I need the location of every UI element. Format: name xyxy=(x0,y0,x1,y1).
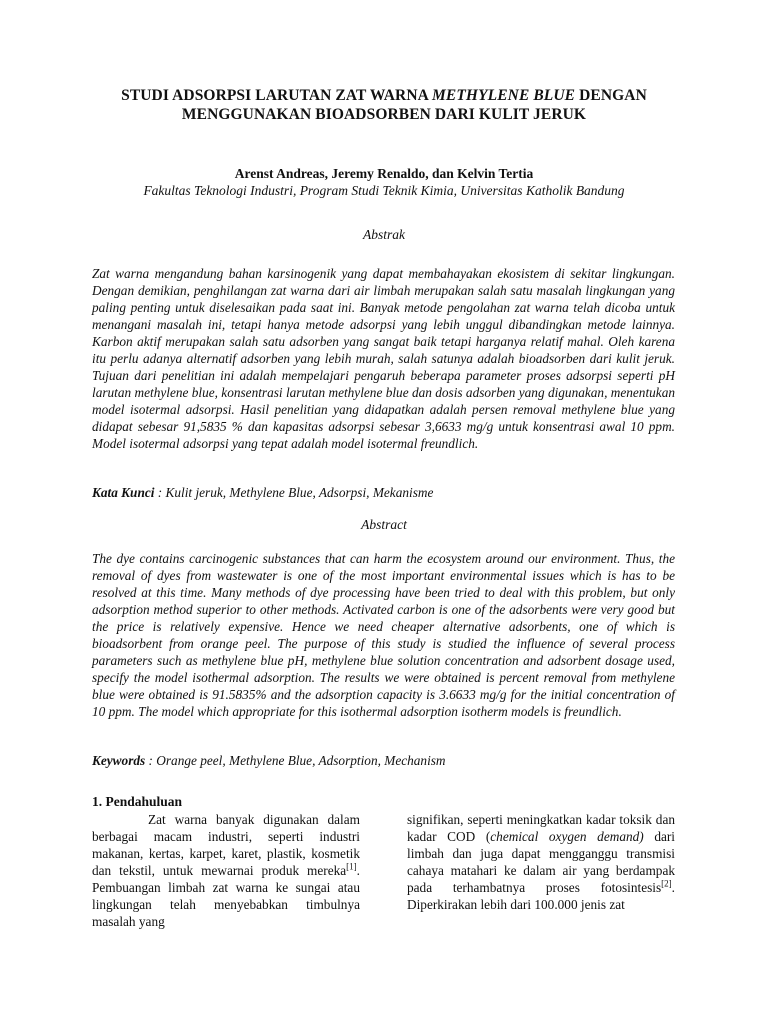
title-italic: METHYLENE BLUE xyxy=(432,87,576,104)
abstract-heading: Abstract xyxy=(361,517,407,532)
right-column-text xyxy=(407,811,675,913)
right-italic: chemical oxygen demand) xyxy=(490,829,644,844)
right-text-3: . Diperkirakan lebih dari 100.000 jenis zat xyxy=(407,880,675,912)
title-part1: STUDI ADSORPSI LARUTAN ZAT WARNA xyxy=(121,87,433,104)
kata-kunci-label: Kata Kunci xyxy=(92,485,155,500)
affiliation: Fakultas Teknologi Industri, Program Studi Teknik Kimia, Universitas Katholik Bandung xyxy=(143,183,625,198)
paper-title xyxy=(120,86,648,124)
left-column-text xyxy=(92,811,360,930)
right-text-2: dari limbah dan juga dapat mengganggu transmisi cahaya matahari ke dalam air yang berdampak pada terhambatnya proses fotosintesis xyxy=(407,829,675,895)
keywords-text: : Orange peel, Methylene Blue, Adsorption, Mechanism xyxy=(145,753,446,768)
left-text-2: . Pembuangan limbah zat warna ke sungai atau lingkungan telah menyebabkan timbulnya masalah yang xyxy=(92,863,360,929)
section-heading: 1. Pendahuluan xyxy=(92,794,183,809)
abstrak-heading: Abstrak xyxy=(363,227,405,242)
abstract-text: The dye contains carcinogenic substances that can harm the ecosystem around our environment. Thus, the removal of dyes from wastewater is one of the most important environmental issues which is has to be resolved at this time. Many methods of dye processing have been tried to deal with this problem, but only adsorption method superior to other methods. Activated carbon is one of the adsorbents were very good but the price is relatively expensive. Hence we need cheaper alternative adsorbents, one of which is bioadsorbent from orange peel. The purpose of this study is studied the influence of several process parameters such as methylene blue pH, methylene blue solution concentration and adsorbent dosage used, specify the model isothermal adsorption. The results we were obtained is percent removal from methylene blue were obtained is 91.5835% and the adsorption capacity is 3.6633 mg/g for the initial concentration of 10 ppm. The model which appropriate for this isothermal adsorption isotherm models is freundlich. xyxy=(92,551,675,719)
ref-1: [1] xyxy=(346,861,357,872)
authors: Arenst Andreas, Jeremy Renaldo, dan Kelvin Tertia xyxy=(234,166,534,181)
left-text-1: Zat warna banyak digunakan dalam berbagai macam industri, seperti industri makanan, kertas, karpet, karet, plastik, kosmetik dan tekstil, untuk mewarnai produk mereka xyxy=(92,812,360,878)
right-text-1: signifikan, seperti meningkatkan kadar toksik dan kadar COD ( xyxy=(407,812,675,844)
keywords-label: Keywords xyxy=(92,753,146,768)
kata-kunci-text: : Kulit jeruk, Methylene Blue, Adsorpsi, Mekanisme xyxy=(154,485,434,500)
ref-2: [2] xyxy=(661,878,672,889)
title-part3: DENGAN MENGGUNAKAN BIOADSORBEN DARI KULIT JERUK xyxy=(181,87,647,123)
abstrak-text: Zat warna mengandung bahan karsinogenik yang dapat membahayakan ekosistem di sekitar lingkungan. Dengan demikian, penghilangan zat warna dari air limbah merupakan salah satu masalah lingkungan yang paling penting untuk diselesaikan pada saat ini. Banyak metode pengolahan zat warna telah dicoba untuk menangani masalah ini, tetapi hanya metode adsorpsi yang lebih unggul dibandingkan metode lainnya. Karbon aktif merupakan salah satu adsorben yang sangat baik tetapi harganya relatif mahal. Oleh karena itu perlu adanya alternatif adsorben yang lebih murah, salah satunya adalah bioadsorben dari kulit jeruk. Tujuan dari penelitian ini adalah mempelajari pengaruh beberapa parameter proses adsorpsi seperti pH larutan methylene blue, konsentrasi larutan methylene blue dan dosis adsorben yang digunakan, menentukan model isotermal adsorpsi. Hasil penelitian yang didapatkan adalah persen removal methylene blue yang didapat sebesar 91,5835 % dan kapasitas adsorpsi sebesar 3,6633 mg/g untuk konsentrasi awal 10 ppm. Model isotermal adsorpsi yang tepat adalah model isotermal freundlich. xyxy=(92,266,675,451)
kata-kunci xyxy=(92,485,675,501)
keywords xyxy=(92,753,675,769)
